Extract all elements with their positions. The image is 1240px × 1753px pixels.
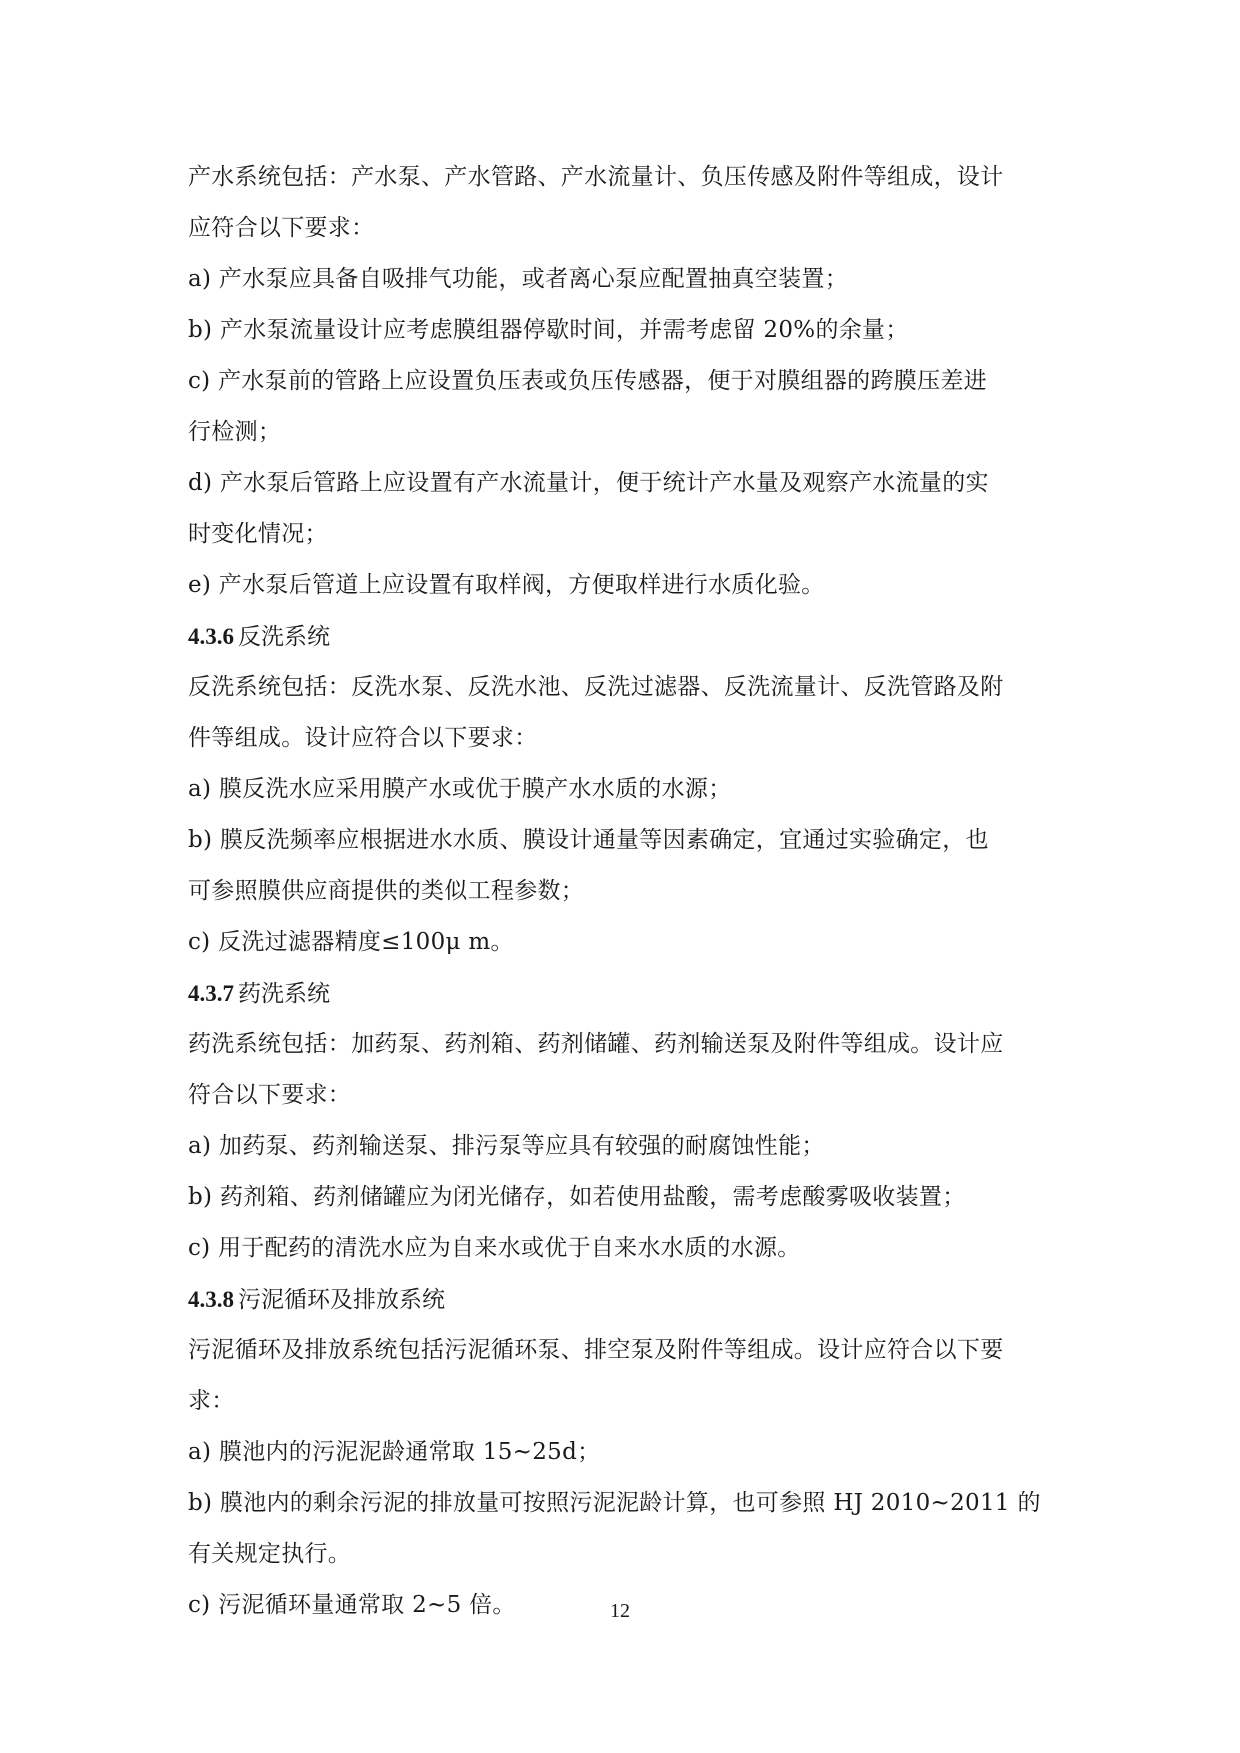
section-number: 4.3.7 — [188, 981, 234, 1006]
list-item: d) 产水泵后管路上应设置有产水流量计，便于统计产水量及观察产水流量的实 — [188, 470, 989, 496]
paragraph-line: 药洗系统包括：加药泵、药剂箱、药剂储罐、药剂输送泵及附件等组成。设计应 — [188, 1031, 1004, 1057]
list-item-continuation: 行检测； — [188, 419, 282, 445]
section-heading-4-3-7 — [188, 968, 1058, 1019]
section-title: 反洗系统 — [238, 624, 330, 650]
list-item: e) 产水泵后管道上应设置有取样阀，方便取样进行水质化验。 — [188, 572, 825, 598]
section-heading-4-3-8 — [188, 1274, 1058, 1325]
paragraph-line: 产水系统包括：产水泵、产水管路、产水流量计、负压传感及附件等组成，设计 — [188, 164, 1004, 190]
paragraph-line: 件等组成。设计应符合以下要求： — [188, 725, 538, 751]
list-item: a) 膜池内的污泥泥龄通常取 15~25d； — [188, 1439, 601, 1465]
section-title: 污泥循环及排放系统 — [238, 1287, 445, 1313]
list-item-continuation: 可参照膜供应商提供的类似工程参数； — [188, 878, 585, 904]
paragraph-line: 求： — [188, 1388, 235, 1414]
list-item-continuation: 有关规定执行。 — [188, 1541, 352, 1567]
section-number: 4.3.8 — [188, 1287, 234, 1312]
list-item: c) 反洗过滤器精度≤100μ m。 — [188, 929, 514, 955]
section-heading-4-3-6 — [188, 611, 1058, 662]
list-item: c) 产水泵前的管路上应设置负压表或负压传感器，便于对膜组器的跨膜压差进 — [188, 368, 987, 394]
paragraph-line: 反洗系统包括：反洗水泵、反洗水池、反洗过滤器、反洗流量计、反洗管路及附 — [188, 674, 1004, 700]
paragraph-line: 符合以下要求： — [188, 1082, 352, 1108]
paragraph-line: 污泥循环及排放系统包括污泥循环泵、排空泵及附件等组成。设计应符合以下要 — [188, 1337, 1004, 1363]
page-number: 12 — [610, 1600, 630, 1622]
list-item: b) 膜反洗频率应根据进水水质、膜设计通量等因素确定，宜通过实验确定，也 — [188, 827, 989, 853]
list-item: a) 加药泵、药剂输送泵、排污泵等应具有较强的耐腐蚀性能； — [188, 1133, 825, 1159]
list-item: c) 用于配药的清洗水应为自来水或优于自来水水质的水源。 — [188, 1235, 801, 1261]
list-item: a) 产水泵应具备自吸排气功能，或者离心泵应配置抽真空装置； — [188, 266, 848, 292]
list-item: c) 污泥循环量通常取 2~5 倍。 — [188, 1592, 516, 1618]
document-body — [188, 152, 1058, 1631]
paragraph-line: 应符合以下要求： — [188, 215, 375, 241]
list-item: b) 产水泵流量设计应考虑膜组器停歇时间，并需考虑留 20%的余量； — [188, 317, 909, 343]
section-title: 药洗系统 — [238, 981, 330, 1007]
section-number: 4.3.6 — [188, 624, 234, 649]
list-item-continuation: 时变化情况； — [188, 521, 328, 547]
list-item: b) 膜池内的剩余污泥的排放量可按照污泥泥龄计算，也可参照 HJ 2010~2011 的 — [188, 1490, 1041, 1516]
list-item: b) 药剂箱、药剂储罐应为闭光储存，如若使用盐酸，需考虑酸雾吸收装置； — [188, 1184, 966, 1210]
list-item: a) 膜反洗水应采用膜产水或优于膜产水水质的水源； — [188, 776, 732, 802]
